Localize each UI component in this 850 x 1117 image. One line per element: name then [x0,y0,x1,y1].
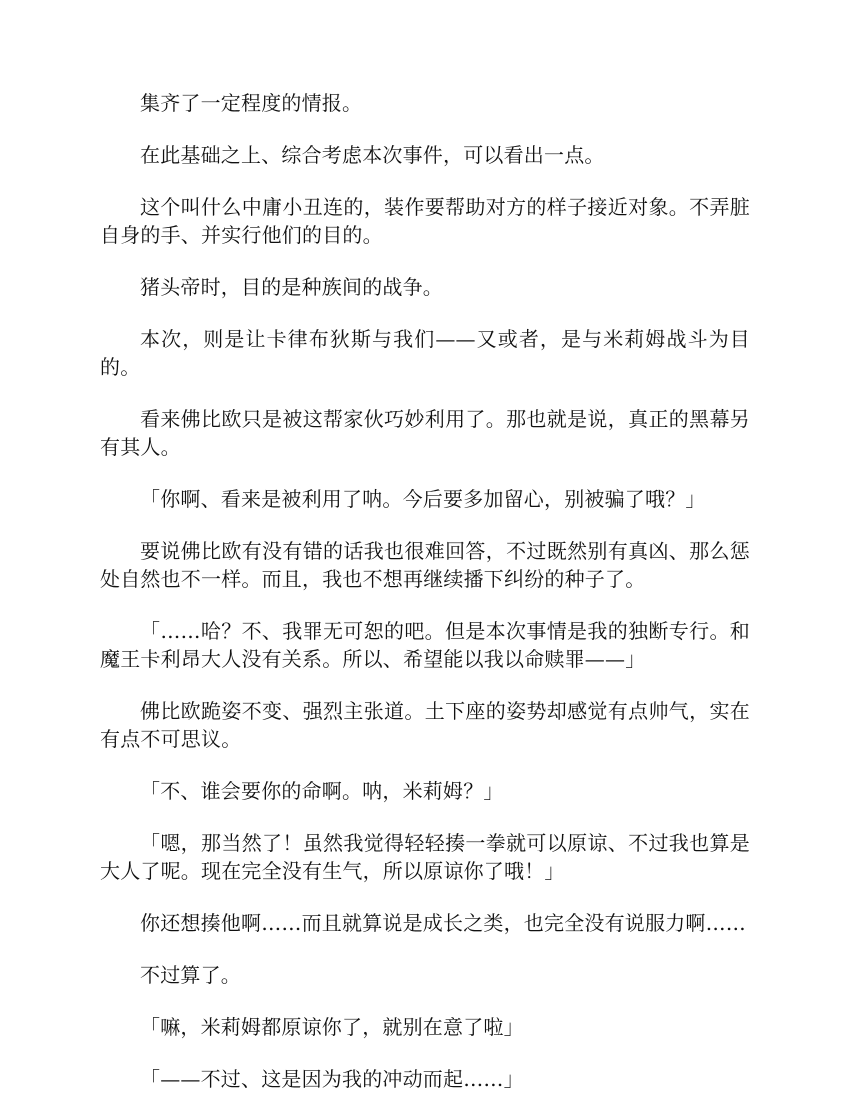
document-body [100,89,750,1117]
paragraph: 本次，则是让卡律布狄斯与我们——又或者，是与米莉姆战斗为目的。 [100,327,750,379]
paragraph: 要说佛比欧有没有错的话我也很难回答，不过既然别有真凶、那么惩处自然也不一样。而且，我也不想再继续播下纠纷的种子了。 [100,539,750,591]
paragraph: 不过算了。 [140,963,241,987]
dialogue-paragraph: 「嘛，米莉姆都原谅你了，就别在意了啦」 [140,1015,524,1039]
paragraph: 猪头帝时，目的是种族间的战争。 [140,275,443,299]
dialogue-paragraph: 「——不过、这是因为我的冲动而起……」 [140,1067,524,1091]
dialogue-paragraph: 「不、谁会要你的命啊。呐，米莉姆？」 [140,779,504,803]
dialogue-paragraph: 「……哈？不、我罪无可恕的吧。但是本次事情是我的独断专行。和魔王卡利昂大人没有关系。所以、希望能以我以命赎罪——」 [100,619,750,671]
dialogue-paragraph: 「你啊、看来是被利用了呐。今后要多加留心，别被骗了哦？」 [140,487,706,511]
paragraph: 你还想揍他啊……而且就算说是成长之类，也完全没有说服力啊…… [140,911,746,935]
paragraph: 集齐了一定程度的情报。 [140,91,363,115]
paragraph: 在此基础之上、综合考虑本次事件，可以看出一点。 [140,143,605,167]
dialogue-paragraph: 「嗯，那当然了！虽然我觉得轻轻揍一拳就可以原谅、不过我也算是大人了呢。现在完全没有生气，所以原谅你了哦！」 [100,831,750,883]
paragraph: 佛比欧跪姿不变、强烈主张道。土下座的姿势却感觉有点帅气，实在有点不可思议。 [100,699,750,751]
paragraph: 这个叫什么中庸小丑连的，装作要帮助对方的样子接近对象。不弄脏自身的手、并实行他们的目的。 [100,195,750,247]
paragraph: 看来佛比欧只是被这帮家伙巧妙利用了。那也就是说，真正的黑幕另有其人。 [100,407,750,459]
